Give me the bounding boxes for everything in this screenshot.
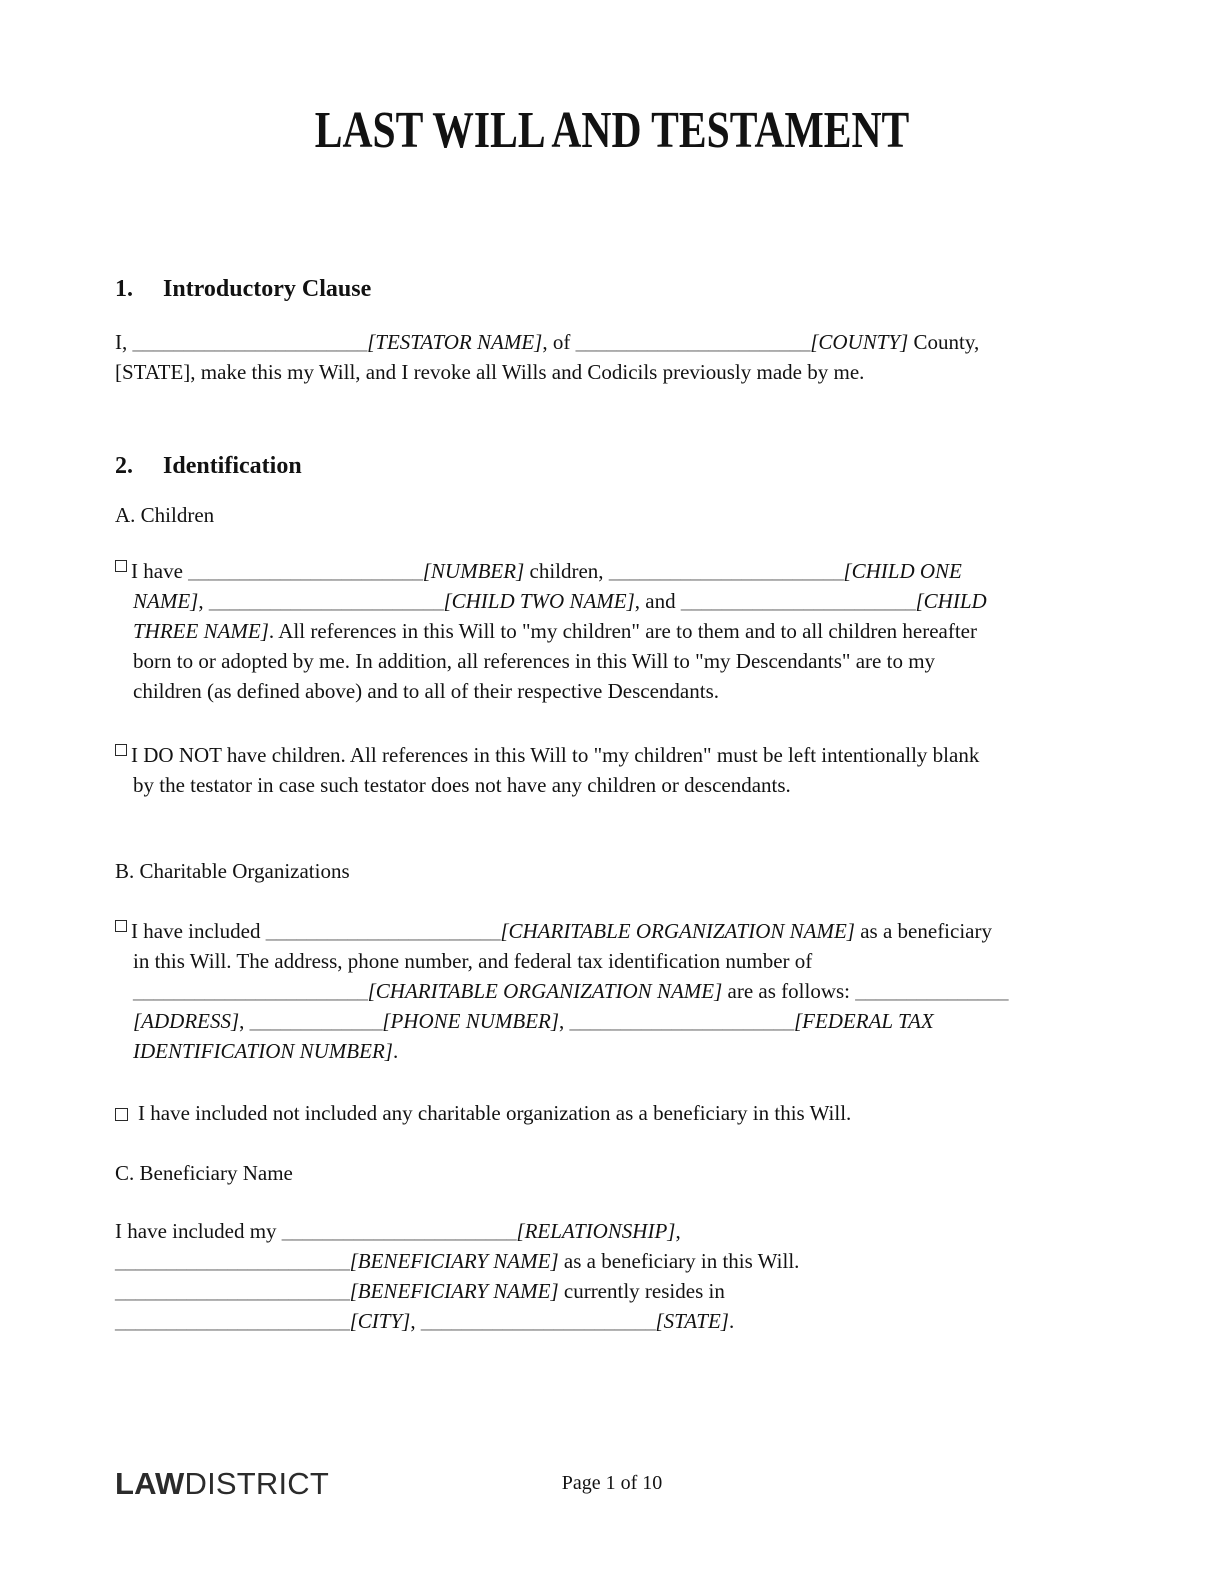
- blank-field[interactable]: ______________________: [569, 1009, 794, 1033]
- placeholder-text: [RELATIONSHIP]: [516, 1219, 676, 1243]
- subsection-heading: B. Charitable Organizations: [115, 859, 350, 883]
- text-line: [115, 946, 1110, 976]
- blank-field[interactable]: _____________: [249, 1009, 383, 1033]
- text-line: [115, 616, 1110, 646]
- lawdistrict-logo: [115, 1468, 329, 1499]
- blank-field[interactable]: _______________: [855, 979, 1009, 1003]
- heading-number: 2.: [115, 453, 133, 479]
- text-line: [115, 357, 1110, 387]
- text-line: [115, 1098, 1110, 1128]
- text-run: . All references in this Will to "my children" are to them and to all children hereafter: [268, 619, 977, 643]
- text-run: I have included my: [115, 1219, 282, 1243]
- blank-field[interactable]: _______________________: [132, 330, 368, 354]
- placeholder-text: [CHILD: [915, 589, 987, 613]
- text-line: [115, 327, 1110, 357]
- text-line: [115, 676, 1110, 706]
- text-run: ,: [198, 589, 209, 613]
- blank-field[interactable]: _______________________: [575, 330, 811, 354]
- placeholder-text: [CHILD TWO NAME]: [443, 589, 635, 613]
- paragraph: [115, 556, 1110, 706]
- text-run: ,: [239, 1009, 250, 1033]
- text-line: [115, 916, 1110, 946]
- text-line: [115, 556, 1110, 586]
- heading-label: Introductory Clause: [163, 276, 372, 302]
- text-run: I,: [115, 330, 133, 354]
- text-run: I DO NOT have children. All references in this Will to "my children" must be left intentionally blank: [131, 743, 980, 767]
- text-line: [115, 976, 1110, 1006]
- blank-field[interactable]: _______________________: [133, 979, 368, 1003]
- paragraph: [115, 740, 1110, 800]
- blank-field[interactable]: _______________________: [115, 1279, 350, 1303]
- section-heading: [115, 449, 1110, 483]
- paragraph: [115, 1098, 1110, 1128]
- blank-field[interactable]: _______________________: [188, 559, 423, 583]
- text-line: [115, 1036, 1110, 1066]
- blank-field[interactable]: _______________________: [208, 589, 444, 613]
- blank-field[interactable]: _______________________: [115, 1309, 350, 1333]
- paragraph: [115, 1216, 1110, 1336]
- placeholder-text: [CHARITABLE ORGANIZATION NAME]: [500, 919, 855, 943]
- placeholder-text: [BENEFICIARY NAME]: [349, 1279, 559, 1303]
- placeholder-text: [TESTATOR NAME]: [367, 330, 543, 354]
- text-run: ,: [559, 1009, 570, 1033]
- placeholder-text: [CHARITABLE ORGANIZATION NAME]: [367, 979, 723, 1003]
- blank-field[interactable]: _______________________: [420, 1309, 656, 1333]
- text-line: [115, 770, 1110, 800]
- text-run: [STATE], make this my Will, and I revoke all Wills and Codicils previously made by me.: [115, 360, 865, 384]
- placeholder-text: [STATE]: [655, 1309, 729, 1333]
- logo-district: DISTRICT: [184, 1466, 330, 1501]
- checkbox[interactable]: [115, 1108, 128, 1121]
- checkbox[interactable]: [115, 920, 127, 932]
- text-line: [115, 646, 1110, 676]
- text-run: , of: [542, 330, 576, 354]
- placeholder-text: [COUNTY]: [810, 330, 909, 354]
- placeholder-text: [CITY]: [349, 1309, 411, 1333]
- blank-field[interactable]: _______________________: [115, 1249, 350, 1273]
- text-run: by the testator in case such testator does not have any children or descendants.: [133, 773, 791, 797]
- logo-law: LAW: [115, 1466, 185, 1501]
- text-line: [115, 1306, 1110, 1336]
- text-run: .: [728, 1309, 735, 1333]
- placeholder-text: [ADDRESS]: [133, 1009, 240, 1033]
- blank-field[interactable]: _______________________: [680, 589, 916, 613]
- text-line: [115, 740, 1110, 770]
- placeholder-text: [PHONE NUMBER]: [382, 1009, 560, 1033]
- page-footer: [0, 1466, 1224, 1506]
- text-run: I have included not included any charitable organization as a beneficiary in this Will.: [138, 1101, 852, 1125]
- text-run: .: [392, 1039, 399, 1063]
- subsection-heading: C. Beneficiary Name: [115, 1161, 293, 1185]
- heading-number: 1.: [115, 276, 133, 302]
- section-heading: [115, 272, 1110, 306]
- text-line: [115, 1006, 1110, 1036]
- text-run: children (as defined above) and to all of their respective Descendants.: [133, 679, 720, 703]
- placeholder-text: IDENTIFICATION NUMBER]: [133, 1039, 393, 1063]
- text-line: [115, 586, 1110, 616]
- document-title: LAST WILL AND TESTAMENT: [314, 102, 910, 159]
- text-run: ,: [675, 1219, 681, 1243]
- text-line: [115, 1276, 1110, 1306]
- blank-field[interactable]: _______________________: [608, 559, 844, 583]
- placeholder-text: [NUMBER]: [422, 559, 525, 583]
- placeholder-text: [CHILD ONE: [843, 559, 962, 583]
- placeholder-text: [FEDERAL TAX: [793, 1009, 934, 1033]
- checkbox[interactable]: [115, 560, 127, 572]
- document-blocks: [0, 272, 1224, 1336]
- blank-field[interactable]: _______________________: [281, 1219, 517, 1243]
- text-line: [115, 1246, 1110, 1276]
- blank-field[interactable]: _______________________: [265, 919, 501, 943]
- placeholder-text: THREE NAME]: [133, 619, 269, 643]
- text-run: born to or adopted by me. In addition, all references in this Will to "my Descendants" are to my: [133, 649, 936, 673]
- text-run: are as follows:: [722, 979, 856, 1003]
- checkbox[interactable]: [115, 744, 127, 756]
- placeholder-text: NAME]: [133, 589, 199, 613]
- text-run: children,: [524, 559, 609, 583]
- paragraph: [115, 916, 1110, 1066]
- text-run: County,: [908, 330, 980, 354]
- paragraph: [115, 327, 1110, 387]
- page-number: Page 1 of 10: [561, 1472, 663, 1494]
- text-run: I have: [131, 559, 189, 583]
- heading-label: Identification: [163, 453, 302, 479]
- subsection-heading: A. Children: [115, 503, 215, 527]
- text-run: as a beneficiary in this Will.: [558, 1249, 800, 1273]
- text-run: I have included: [131, 919, 266, 943]
- text-run: in this Will. The address, phone number, and federal tax identification number of: [133, 949, 813, 973]
- placeholder-text: [BENEFICIARY NAME]: [349, 1249, 559, 1273]
- text-run: ,: [410, 1309, 421, 1333]
- text-run: as a beneficiary: [854, 919, 992, 943]
- text-line: [115, 1216, 1110, 1246]
- text-run: , and: [634, 589, 681, 613]
- text-run: currently resides in: [558, 1279, 725, 1303]
